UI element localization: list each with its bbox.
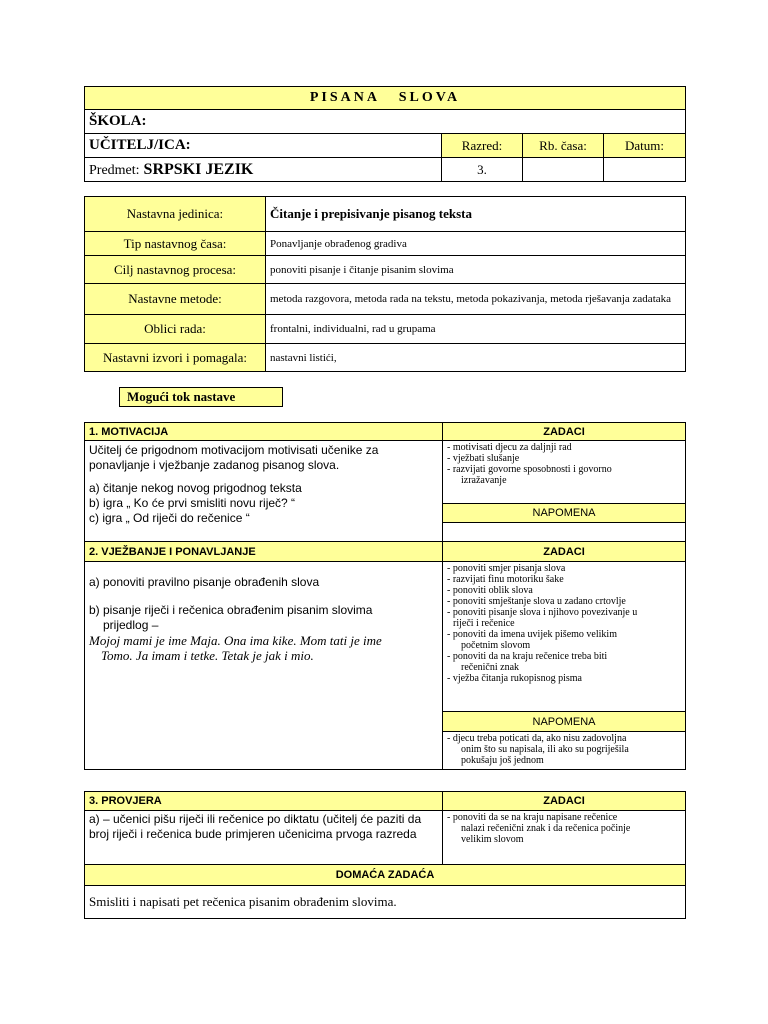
list-item: - ponoviti da imena uvijek pišemo velikim bbox=[447, 629, 617, 640]
motivacija-item-a: a) čitanje nekog novog prigodnog teksta bbox=[89, 481, 302, 495]
predmet-cell bbox=[85, 158, 442, 182]
list-item: - ponoviti smjer pisanja slova bbox=[447, 563, 566, 574]
motivacija-item-c: c) igra „ Od riječi do rečenice “ bbox=[89, 511, 250, 525]
provjera-tasks bbox=[443, 811, 686, 865]
oblici-value: frontalni, individualni, rad u grupama bbox=[266, 315, 686, 344]
list-item: onim što su napisala, ili ako su pogriješila bbox=[461, 744, 629, 755]
rb-casa-value bbox=[523, 158, 604, 182]
vjezbanje-text bbox=[85, 562, 443, 770]
motivacija-item-b: b) igra „ Ko će prvi smisliti novu riječ? “ bbox=[89, 496, 296, 510]
list-item: nalazi rečenični znak i da rečenica počinje bbox=[461, 823, 631, 834]
tip-label: Tip nastavnog časa: bbox=[85, 232, 266, 256]
motivacija-text bbox=[85, 441, 443, 542]
page-title: PISANA SLOVA bbox=[85, 87, 686, 110]
vjezbanje-example-line2: Tomo. Ja imam i tetke. Tetak je jak i mio. bbox=[101, 648, 314, 663]
list-item: velikim slovom bbox=[461, 834, 524, 845]
sections-table bbox=[84, 422, 686, 770]
jedinica-value: Čitanje i prepisivanje pisanog teksta bbox=[266, 197, 686, 232]
motivacija-paragraph: Učitelj će prigodnom motivacijom motivisati učenike za ponavljanje i vježbanje zadanog pisanog slova. bbox=[89, 443, 379, 472]
list-item: - ponoviti oblik slova bbox=[447, 585, 533, 596]
list-item: - ponoviti da se na kraju napisane rečenice bbox=[447, 812, 618, 823]
list-item: početnim slovom bbox=[461, 640, 531, 651]
motivacija-tasks bbox=[443, 441, 686, 504]
jedinica-label: Nastavna jedinica: bbox=[85, 197, 266, 232]
metode-label: Nastavne metode: bbox=[85, 284, 266, 315]
list-item: - vježba čitanja rukopisnog pisma bbox=[447, 673, 582, 684]
predmet-label: Predmet: bbox=[89, 162, 140, 178]
izvori-value: nastavni listići, bbox=[266, 344, 686, 372]
datum-value bbox=[604, 158, 686, 182]
section-motivacija-title: 1. MOTIVACIJA bbox=[85, 423, 443, 441]
vjezbanje-tasks bbox=[443, 562, 686, 712]
razred-value: 3. bbox=[442, 158, 523, 182]
vjezbanje-napomena: NAPOMENA bbox=[443, 712, 686, 732]
list-item: - motivisati djecu za daljnji rad bbox=[447, 442, 572, 453]
section-vjezbanje-title: 2. VJEŽBANJE I PONAVLJANJE bbox=[85, 542, 443, 562]
tok-nastave-label: Mogući tok nastave bbox=[119, 387, 283, 407]
razred-label: Razred: bbox=[442, 134, 523, 158]
vjezbanje-item-b: b) pisanje riječi i rečenica obrađenim pisanim slovima bbox=[89, 603, 373, 617]
section-provjera-title: 3. PROVJERA bbox=[85, 792, 443, 811]
info-table bbox=[84, 196, 686, 372]
tip-value: Ponavljanje obrađenog gradiva bbox=[266, 232, 686, 256]
domaca-zadaca-text: Smisliti i napisati pet rečenica pisanim obrađenim slovima. bbox=[85, 886, 686, 919]
list-item: izražavanje bbox=[461, 475, 507, 486]
header-table bbox=[84, 86, 686, 182]
cilj-label: Cilj nastavnog procesa: bbox=[85, 256, 266, 284]
list-item: - ponoviti smještanje slova u zadano crtovlje bbox=[447, 596, 626, 607]
list-item: - razvijati govorne sposobnosti i govorno bbox=[447, 464, 612, 475]
ucitelj-label: UČITELJ/ICA: bbox=[85, 134, 442, 158]
datum-label: Datum: bbox=[604, 134, 686, 158]
vjezbanje-item-b-prijedlog: prijedlog – bbox=[103, 618, 159, 632]
list-item: - ponoviti da na kraju rečenice treba biti bbox=[447, 651, 608, 662]
list-item: - ponoviti pisanje slova i njihovo povezivanje u bbox=[447, 607, 638, 618]
list-item: pokušaju još jednom bbox=[461, 755, 544, 766]
izvori-label: Nastavni izvori i pomagala: bbox=[85, 344, 266, 372]
motivacija-napomena: NAPOMENA bbox=[443, 504, 686, 523]
cilj-value: ponoviti pisanje i čitanje pisanim slovima bbox=[266, 256, 686, 284]
provjera-table bbox=[84, 791, 686, 919]
predmet-value: SRPSKI JEZIK bbox=[143, 160, 254, 178]
list-item: riječi i rečenice bbox=[453, 618, 515, 629]
provjera-text: a) – učenici pišu riječi ili rečenice po diktatu (učitelj će paziti da broj riječi i rečenica bude primjeren učenicima prvoga razreda bbox=[85, 811, 443, 865]
skola-label: ŠKOLA: bbox=[85, 110, 686, 134]
list-item: - djecu treba poticati da, ako nisu zadovoljna bbox=[447, 733, 627, 744]
vjezbanje-notes bbox=[443, 732, 686, 770]
list-item: rečenični znak bbox=[461, 662, 520, 673]
section-vjezbanje-zadaci: ZADACI bbox=[443, 542, 686, 562]
section-provjera-zadaci: ZADACI bbox=[443, 792, 686, 811]
list-item: - razvijati finu motoriku šake bbox=[447, 574, 564, 585]
motivacija-napomena-content bbox=[443, 523, 686, 542]
rb-casa-label: Rb. časa: bbox=[523, 134, 604, 158]
vjezbanje-example-line1: Mojoj mami je ime Maja. Ona ima kike. Mom tati je ime bbox=[89, 633, 382, 648]
vjezbanje-item-a: a) ponoviti pravilno pisanje obrađenih slova bbox=[89, 575, 320, 589]
section-motivacija-zadaci: ZADACI bbox=[443, 423, 686, 441]
list-item: - vježbati slušanje bbox=[447, 453, 520, 464]
oblici-label: Oblici rada: bbox=[85, 315, 266, 344]
domaca-zadaca-title: DOMAĆA ZADAĆA bbox=[85, 865, 686, 886]
metode-value: metoda razgovora, metoda rada na tekstu, metoda pokazivanja, metoda rješavanja zadataka bbox=[266, 284, 686, 315]
